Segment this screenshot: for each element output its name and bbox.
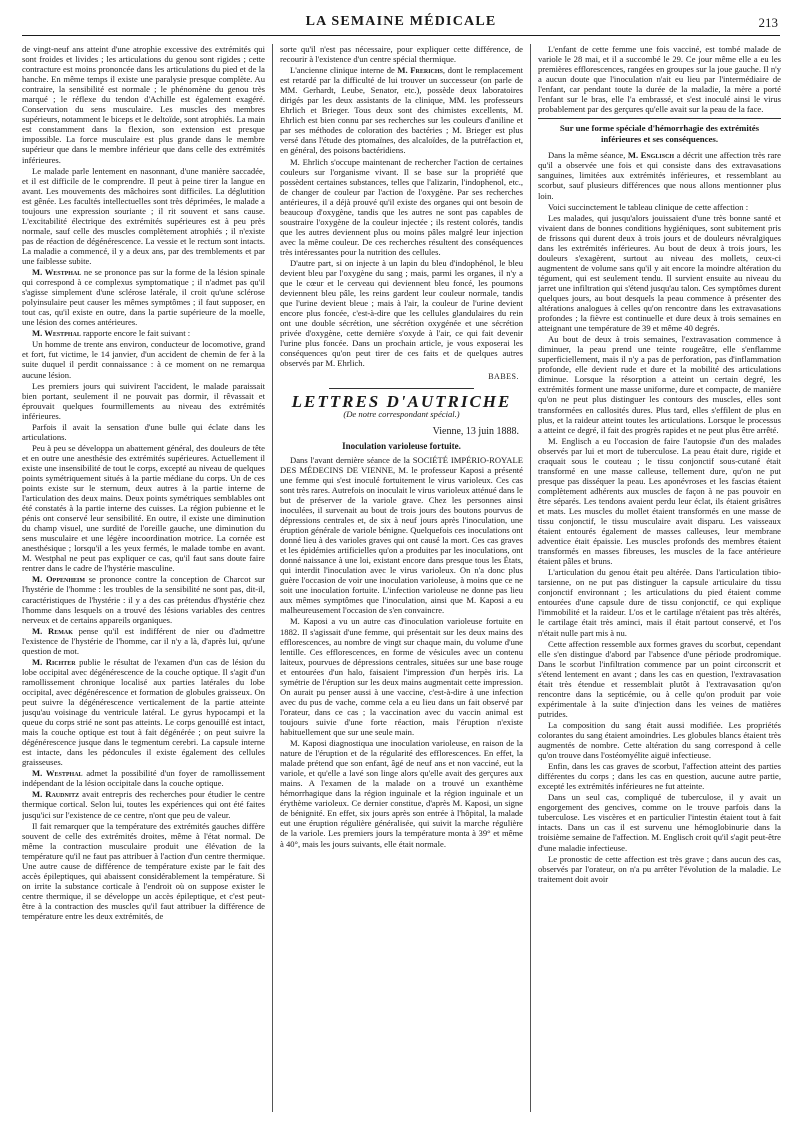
person-name: M. Raudnitz: [32, 789, 80, 800]
paragraph-text: rapporte encore le fait suivant :: [80, 328, 191, 339]
paragraph: Les premiers jours qui suivirent l'accident, le malade paraissait bien portant, seulement il ne pouvait pas dormir, il rêvassait et éprouvait quelques fourmillements au niveau des extrémités inférieures.: [22, 380, 265, 421]
column-rule-right: [530, 44, 531, 1112]
paragraph-text: a décrit une affection très rare qu'il a observée une fois et qui consiste dans des extravasations sanguines, limitées aux extrémités inférieures, et ressemblant au scorbut, sauf plusieurs différences que nous allons mentionner plus loin.: [538, 150, 781, 201]
paragraph-text: avait entrepris des recherches pour étudier le centre thermique cortical. Selon lui, toutes les expériences qui ont été faites jusqu'ici sur l'existence de ce centre, n'ont que peu de valeur.: [22, 789, 265, 820]
paragraph: M. Englisch a eu l'occasion de faire l'autopsie d'un des malades observés par lui et mort de tuberculose. La peau était dure, rigide et craquait sous le couteau ; le tissu conjonctif sous-cutané était transformé en une masse calleuse, tellement dure, qu'on ne put presque pas disséquer la peau. Les aponévroses et les fascias étaient complètement adhérents aux muscles de façon à ne pas pouvoir en être séparés. Les tendons avaient perdu leur éclat, ils étaient grisâtres et mats. Les muscles du mollet étaient transformés en une masse de tissu conjonctif, le tissu musculaire avait disparu. Les vaisseaux étaient entourés également de masses calleuses, leur membrane adventice était épaissie. Les muscles profonds des membres étaient transformés en masses fibreuses, les muscles de la face antérieure étaient pâles et bruns.: [538, 435, 781, 567]
paragraph: Dans l'avant dernière séance de la SOCIÉTÉ IMPÉRIO-ROYALE DES MÉDECINS DE VIENNE, M. le professeur Kaposi a présenté une femme qui s'est inoculé fortuitement le virus varioleux. Ces cas sont très rares. Autrefois on inoculait le virus varioleux atténué dans le but de préserver de la variole grave. Chez les personnes ainsi inoculées, il survenait au bout de trois jours des boutons pourvus de dépressions centrales et, de six à neuf jours après l'inoculation, une éruption générale de variole bénigne. Quelquefois ces inoculations ont donné lieu à des varioles graves qui ont causé la mort. Ces cas graves et les épidémies artificielles qu'on a produites par les inoculations, ont donné naissance à une loi, existant encore dans presque tous les États, qui interdit l'inoculation avec le virus varioleux. On n'a donc plus guère l'occasion de voir une inoculation varioleuse, à moins que ce ne soit une inoculation fortuite. L'infection varioleuse ne donne pas lieu aux mêmes symptômes que l'inoculation, ainsi que M. Kaposi a eu malheureusement l'occasion de s'en convaincre.: [280, 454, 523, 616]
paragraph-text: Dans la même séance,: [548, 150, 628, 161]
paragraph: L'articulation du genou était peu altérée. Dans l'articulation tibio-tarsienne, on ne put pas distinguer la capsule articulaire du tissu conjonctif environnant ; les articulations du pied étaient comme entourées d'une capsule dure de tissu conjonctif, ce qui explique l'immobilité et la raideur. L'os et le cartilage n'étaient pas très altérés, le cartilage était très aminci, mais il était partout conservé, et l'os n'était nulle part mis à nu.: [538, 567, 781, 638]
columns: [22, 44, 780, 1112]
person-name: M. Oppenheim: [32, 574, 85, 585]
section-divider: [538, 118, 781, 119]
paragraph: D'autre part, si on injecte à un lapin du bleu d'indophénol, le bleu devient bleu par l'oxygène du sang ; mais, parmi les organes, il n'y a que le cœur et le cerveau qui deviennent bleu foncé, les poumons deviennent bleu pâle, les reins gardent leur couleur normale, tandis que l'urine devient bleue ; mais à l'air, la couleur de l'urine devient encore plus foncée, c'est-à-dire que les cellules glandulaires du rein ont une double sécrétion, une sécrétion oxygénée et une sécrétion privée d'oxygène, cette dernière s'oxyde à l'air, ce qui fait devenir l'urine plus foncée. Dans un prochain article, je vous exposerai les conséquences qu'on peut tirer de ces faits et de quelques autres observés par M. Ehrlich.: [280, 257, 523, 369]
paragraph: Au bout de deux à trois semaines, l'extravasation commence à diminuer, la peau prend une teinte rougeâtre, elle s'enflamme superficiellement, mais il n'y a pas de perforation, pas d'inflammation profonde, elle devient rude et dure et la mobilité des articulations diminue. Lorsque la résorption a atteint un certain degré, les extrémités forment une masse uniforme, dure et compacte, de manière qu'on ne peut plus distinguer les contours des muscles, elles sont transformées en callosités dures. Plus tard, elles s'effilent de plus en plus, et la raideur atteint toutes les articulations. Lorsque le processus a atteint ce degré, il fait des progrès rapides et ne peut plus être arrêté.: [538, 334, 781, 435]
person-name: M. Westphal: [32, 267, 82, 278]
paragraph: La composition du sang était aussi modifiée. Les propriétés colorantes du sang étaient amoindries. Les globules blancs étaient très augmentés de nombre. Cette altération du sang correspond à celle qu'on trouve dans l'ostéomyélite aiguë infectieuse.: [538, 719, 781, 761]
paragraph-text: ne se prononce pas sur la forme de la lésion spinale qui correspond à ce complexus symptomatique ; il n'admet pas qu'il s'agisse simplement d'une sclérose latérale, il croit qu'une sclérose polyinsulaire peut causer les mêmes symptômes ; il faut supposer, en tout cas, qu'il existe en outre, dans la partie supérieure de la moelle, une lésion des cornes antérieures.: [22, 267, 265, 328]
section-title: LETTRES D'AUTRICHE: [291, 391, 512, 411]
paragraph: Cette affection ressemble aux formes graves du scorbut, cependant elle s'en distingue d'abord par l'absence d'une période prodromique. Dans le scorbut l'infiltration commence par un point circonscrit et s'étend lentement en avant ; dans les cas en question, l'extravasation était très étendue et ressemblait plutôt à l'extravasation qu'on rencontre dans la septicémie, ou à celle qu'on produit par voie expérimentale à la suite d'injection dans les veines de matières putrides.: [538, 638, 781, 719]
paragraph: [538, 150, 781, 200]
paragraph: [22, 574, 265, 624]
paragraph: M. Kaposi a vu un autre cas d'inoculation varioleuse fortuite en 1882. Il s'agissait d'une femme, qui présentait sur les deux mains des efflorescences, au nombre de vingt sur chaque main, du volume d'une lentille. Ces efflorescences, en forme de vésicules avec un contenu laiteux, pourvues de dépressions centrales, situées sur une base rouge et entourées d'un halo, faisaient l'impression d'un herpès iris. La symétrie de l'éruption sur les deux mains augmentait cette impression. On aurait pu penser aussi à une vaccine, c'est-à-dire à une infection avec du pus de vache, comme cela a eu lieu dans un fait observé par l'orateur, dans ce cas ; la vaccination avec du vaccin animal est toujours suivie d'une forte réaction, mais l'éruption n'existe habituellement que sur une seule main.: [280, 616, 523, 737]
paragraph: [22, 789, 265, 819]
paragraph-text: , dont le remplacement est retardé par la difficulté de lui trouver un successeur (on parle de MM. Gerhardt, Leube, Senator, etc.), possède deux laboratoires dirigés par les deux assistants de la clinique, MM. les professeurs Ehrlich et Brieger. Tous deux sont des chimistes excellents, M. Ehrlich est bien connu par ses recherches sur les couleurs d'aniline et par ses méthodes de coloration des bactéries ; M. Brieger est plus versé dans l'étude des ptomaïnes, des alcaloïdes, de la putréfaction et, en général, des poisons bactéridiens.: [280, 65, 523, 156]
column-rule-left: [272, 44, 273, 1112]
paragraph: [22, 267, 265, 327]
paragraph: Les malades, qui jusqu'alors jouissaient d'une très bonne santé et vivaient dans de bonnes conditions hygiéniques, sont subitement pris de frissons qui durent deux à trois jours et de douleurs névralgiques dans les extrémités inférieures. Au bout de deux à trois jours, les douleurs s'exagèrent, surtout au niveau des mollets, ceux-ci augmentent de volume sans qu'il y ait encore la moindre altération du tégument, qui est seulement tendu. Il survient ensuite au niveau du jarret une infiltration qui s'étend jusqu'au talon. Ces symptômes durent quelques jours, au bout desquels la peau commence à présenter des altérations analogues à celles qu'on rencontre dans les extravasations profondes ; la fièvre est continuelle et dure deux à trois semaines en atteignant une température de 39 et même 40 degrés.: [538, 212, 781, 334]
section-subtitle: (De notre correspondant spécial.): [343, 408, 460, 419]
paragraph: M. Ehrlich s'occupe maintenant de rechercher l'action de certaines couleurs sur l'organisme vivant. Il se base sur la propriété que possèdent certaines substances, telles que l'alizarin, l'indophenol, etc., de changer de couleur par l'action de l'oxygène. Par ses recherches antérieures, il a déjà prouvé qu'il existe des organes qui ont besoin de beaucoup d'oxygène, tandis que les autres ne sont pas capables de soustraire l'oxygène de la couleur injectée ; ils restent colorés, tandis que les autres deviennent plus ou moins pâles malgré leur injection avec la même couleur. De ces recherches résultent des conséquences très intéressantes pour la nutrition des cellules.: [280, 156, 523, 257]
paragraph: Peu à peu se développa un abattement général, des douleurs de tête et en outre une anesthésie des extrémités supérieures. Actuellement il existe une insensibilité de tout le corps, excepté au niveau de quelques points symétriquement situés à la partie médiane du corps. Un de ces points existe sur le sternum, deux autres à la partie interne de l'articulation des deux mains. Deux points symétriques semblables ont été constatés à la partie interne des cuisses. La région pubienne et le pénis ont conservé leur sensibilité. En outre, il existe une diminution du champ visuel, une surdité de l'oreille gauche, une diminution du sens musculaire et une légère incoordination motrice. La cornée est anesthésique ; lorsqu'il a les yeux fermés, le malade tombe en avant. M. Westphal ne peut pas expliquer ce cas, qu'il faut sans doute faire rentrer dans le cadre de l'hystérie masculine.: [22, 442, 265, 574]
paragraph: Un homme de trente ans environ, conducteur de locomotive, grand et fort, fut victime, le 14 janvier, d'un accident de chemin de fer à la suite duquel il perdit connaissance : à ce moment on ne remarqua aucune lésion.: [22, 339, 265, 380]
paragraph: Voici succinctement le tableau clinique de cette affection :: [548, 201, 749, 212]
dateline: Vienne, 13 juin 1888.: [432, 425, 519, 437]
paragraph-text: publie le résultat de l'examen d'un cas de lésion du lobe occipital avec dégénérescence de la couche optique. Il s'agit d'un ramollissement chronique localisé aux parties latérales du lobe occipital, avec dégénérescence et formation de globules graisseux. On peut suivre la dégénérescence verticalement de la partie atteinte jusqu'au voisinage du ventricule latéral. Le gyrus hypocampi et la queue du corps strié ne sont pas atteints. Le corps genouillé est intact, mais la couche optique est tout à fait dégénérée ; on peut suivre la dégénérescence jusque dans le tegmentum cerebri. La capsule interne est intacte, dans les pédoncules il existe également des cellules graisseuses.: [22, 656, 265, 768]
paragraph: Le pronostic de cette affection est très grave ; dans aucun des cas, observés par l'orateur, on n'a pu arrêter l'évolution de la maladie. Le traitement doit avoir: [538, 853, 781, 884]
paragraph-text: L'ancienne clinique interne de: [290, 65, 398, 76]
paragraph: L'enfant de cette femme une fois vacciné, est tombé malade de variole le 28 mai, et il a succombé le 29. Ce jour même elle a eu les premières efflorescences, rangées en groupes sur la joue gauche. Il n'y a aucun doute que l'inoculation n'ait eu lieu par l'intermédiaire de l'enfant, car pendant toute la durée de la maladie, la mère a porté l'enfant sur le bras, elle l'a embrassé, et s'est inoculé ainsi le virus probablement par des gerçures qu'elle avait sur la peau de la face.: [538, 44, 781, 115]
article-subheading: Inoculation varioleuse fortuite.: [342, 440, 461, 451]
paragraph: Enfin, dans les cas graves de scorbut, l'affection atteint des parties différentes du corps ; dans les cas en question, aucune autre partie, excepté les extrémités inférieures ne fut atteinte.: [538, 761, 781, 792]
running-head: [22, 14, 780, 36]
paragraph-text: se prononce contre la conception de Charcot sur l'hystérie de l'homme : les troubles de la sensibilité ne sont pas, dit-il, caractéristiques de l'hystérie : il y a des cas prétendus d'hystérie chez l'homme dans lesquels on a trouvé des lésions variables des centres nerveux et de certains appareils organiques.: [22, 574, 265, 625]
person-name: M. Westphal: [32, 768, 83, 779]
page-number: 213: [758, 15, 778, 30]
paragraph: Dans un seul cas, compliqué de tuberculose, il y avait un engorgement des gencives, comme on le trouve parfois dans la tuberculose. Les viscères et en particulier l'intestin étaient tout à fait intacts. Dans un cas il est survenu une hémoglobinurie dans la troisième semaine de l'affection. M. Englisch croit qu'il s'agit peut-être d'une maladie infectieuse.: [538, 792, 781, 853]
paragraph: [22, 626, 265, 656]
paragraph: M. Kaposi diagnostiqua une inoculation varioleuse, en raison de la nature de l'éruption et de la régularité des efflorescences. En effet, la malade prétend que son enfant, âgé de neuf ans et non vacciné, eut la variole, et qu'elle a lavé son linge alors qu'elle avait des gerçures aux mains. A l'examen de la malade on a trouvé un exanthème hémorrhagique dans la région inguinale et la région inguinale et un érythème varioleux. Ce dernier constitue, d'après M. Kaposi, un signe de bénignité. En effet, six jours après son entrée à l'hôpital, la malade eut une éruption régulière généralisée, qui suivit la marche régulière de la variole. Les premiers jours la température monta à 39° et même à 40°, mais les jours suivants, elle était normale.: [280, 738, 523, 849]
author-signature: BABES.: [488, 371, 519, 381]
newspaper-page: [22, 14, 780, 1114]
person-name: M. Westphal: [32, 328, 81, 339]
paragraph: Parfois il avait la sensation d'une bulle qui éclate dans les articulations.: [22, 421, 265, 442]
person-name: M. Frerichs: [397, 65, 443, 76]
journal-title: LA SEMAINE MÉDICALE: [305, 14, 497, 29]
section-divider: [329, 388, 475, 389]
person-name: M. Richter: [32, 656, 76, 667]
paragraph: de vingt-neuf ans atteint d'une atrophie excessive des extrémités qui sont froides et livides ; les articulations du genou sont rigides ; cette contracture est moins prononcée dans les articulations du pied et de la hanche. En même temps il existe une paralysie presque complète. Au contraire, la sensibilité est normale ; le phénomène du genou très marqué ; le réflexe du tendon d'Achille est également exagéré. Conservation du sens musculaire. Les muscles des membres supérieurs, notamment le biceps et le deltoïde, sont atrophiés. La main est constamment dans la flexion, son extension est presque impossible. La force musculaire est plus grande dans le membre supérieur que dans le membre inférieur que dans celle des extrémités inférieures.: [22, 44, 265, 165]
paragraph: [22, 328, 265, 338]
paragraph: [22, 657, 265, 768]
column-2: [280, 44, 523, 1112]
column-3: [538, 44, 781, 1112]
paragraph-text: pense qu'il est indifférent de nier ou d'admettre l'existence de l'hystérie de l'homme, car il n'y a là, d'après lui, qu'une question de mot.: [22, 625, 265, 656]
paragraph-text: admet la possibilité d'un foyer de ramollissement indépendant de la lésion occipitale dans la couche optique.: [22, 768, 265, 789]
paragraph: [280, 65, 523, 155]
column-1: [22, 44, 265, 1112]
person-name: M. Englisch: [627, 150, 675, 161]
paragraph: [22, 768, 265, 788]
article-subheading: Sur une forme spéciale d'hémorrhagie des extrémités inférieures et ses conséquences.: [559, 123, 760, 144]
paragraph: Le malade parle lentement en nasonnant, d'une manière saccadée, et il est difficile de le comprendre. Il peut à peine tirer la langue en avant. Les mouvements des mâchoires sont difficiles. La déglutition est gênée. Les facultés intellectuelles sont très déprimées, le malade a toujours une expression souriante ; il rit souvent et sans cause. L'excitabilité électrique des extrémités supérieures est à peu près normale, sauf celle des muscles complètement atrophiés ; il n'existe pas de réaction de dégénérescence. La vessie et le rectum sont intacts. La maladie a commencé, il y a deux ans, par des tremblements et par une faiblesse subite.: [22, 165, 265, 266]
paragraph: sorte qu'il n'est pas nécessaire, pour expliquer cette différence, de recourir à l'existence d'un centre spécial thermique.: [280, 44, 523, 65]
person-name: M. Remak: [32, 625, 73, 636]
paragraph: Il fait remarquer que la température des extrémités gauches diffère souvent de celle des extrémités droites, même à l'état normal. De même la contraction musculaire produit une élévation de la température qu'il ne faut pas attribuer à l'action d'un centre thermique. Une autre cause de différence de température existe par le fait des accès épileptiques, qui abaissent considérablement la température. Si on irrite la substance corticale à l'endroit où on suppose exister le centre thermique, il se développe un accès épileptique, et c'est peut-être à la contraction des muscles qu'il faut attribuer la différence de température entre les deux extrémités, de: [22, 820, 265, 921]
